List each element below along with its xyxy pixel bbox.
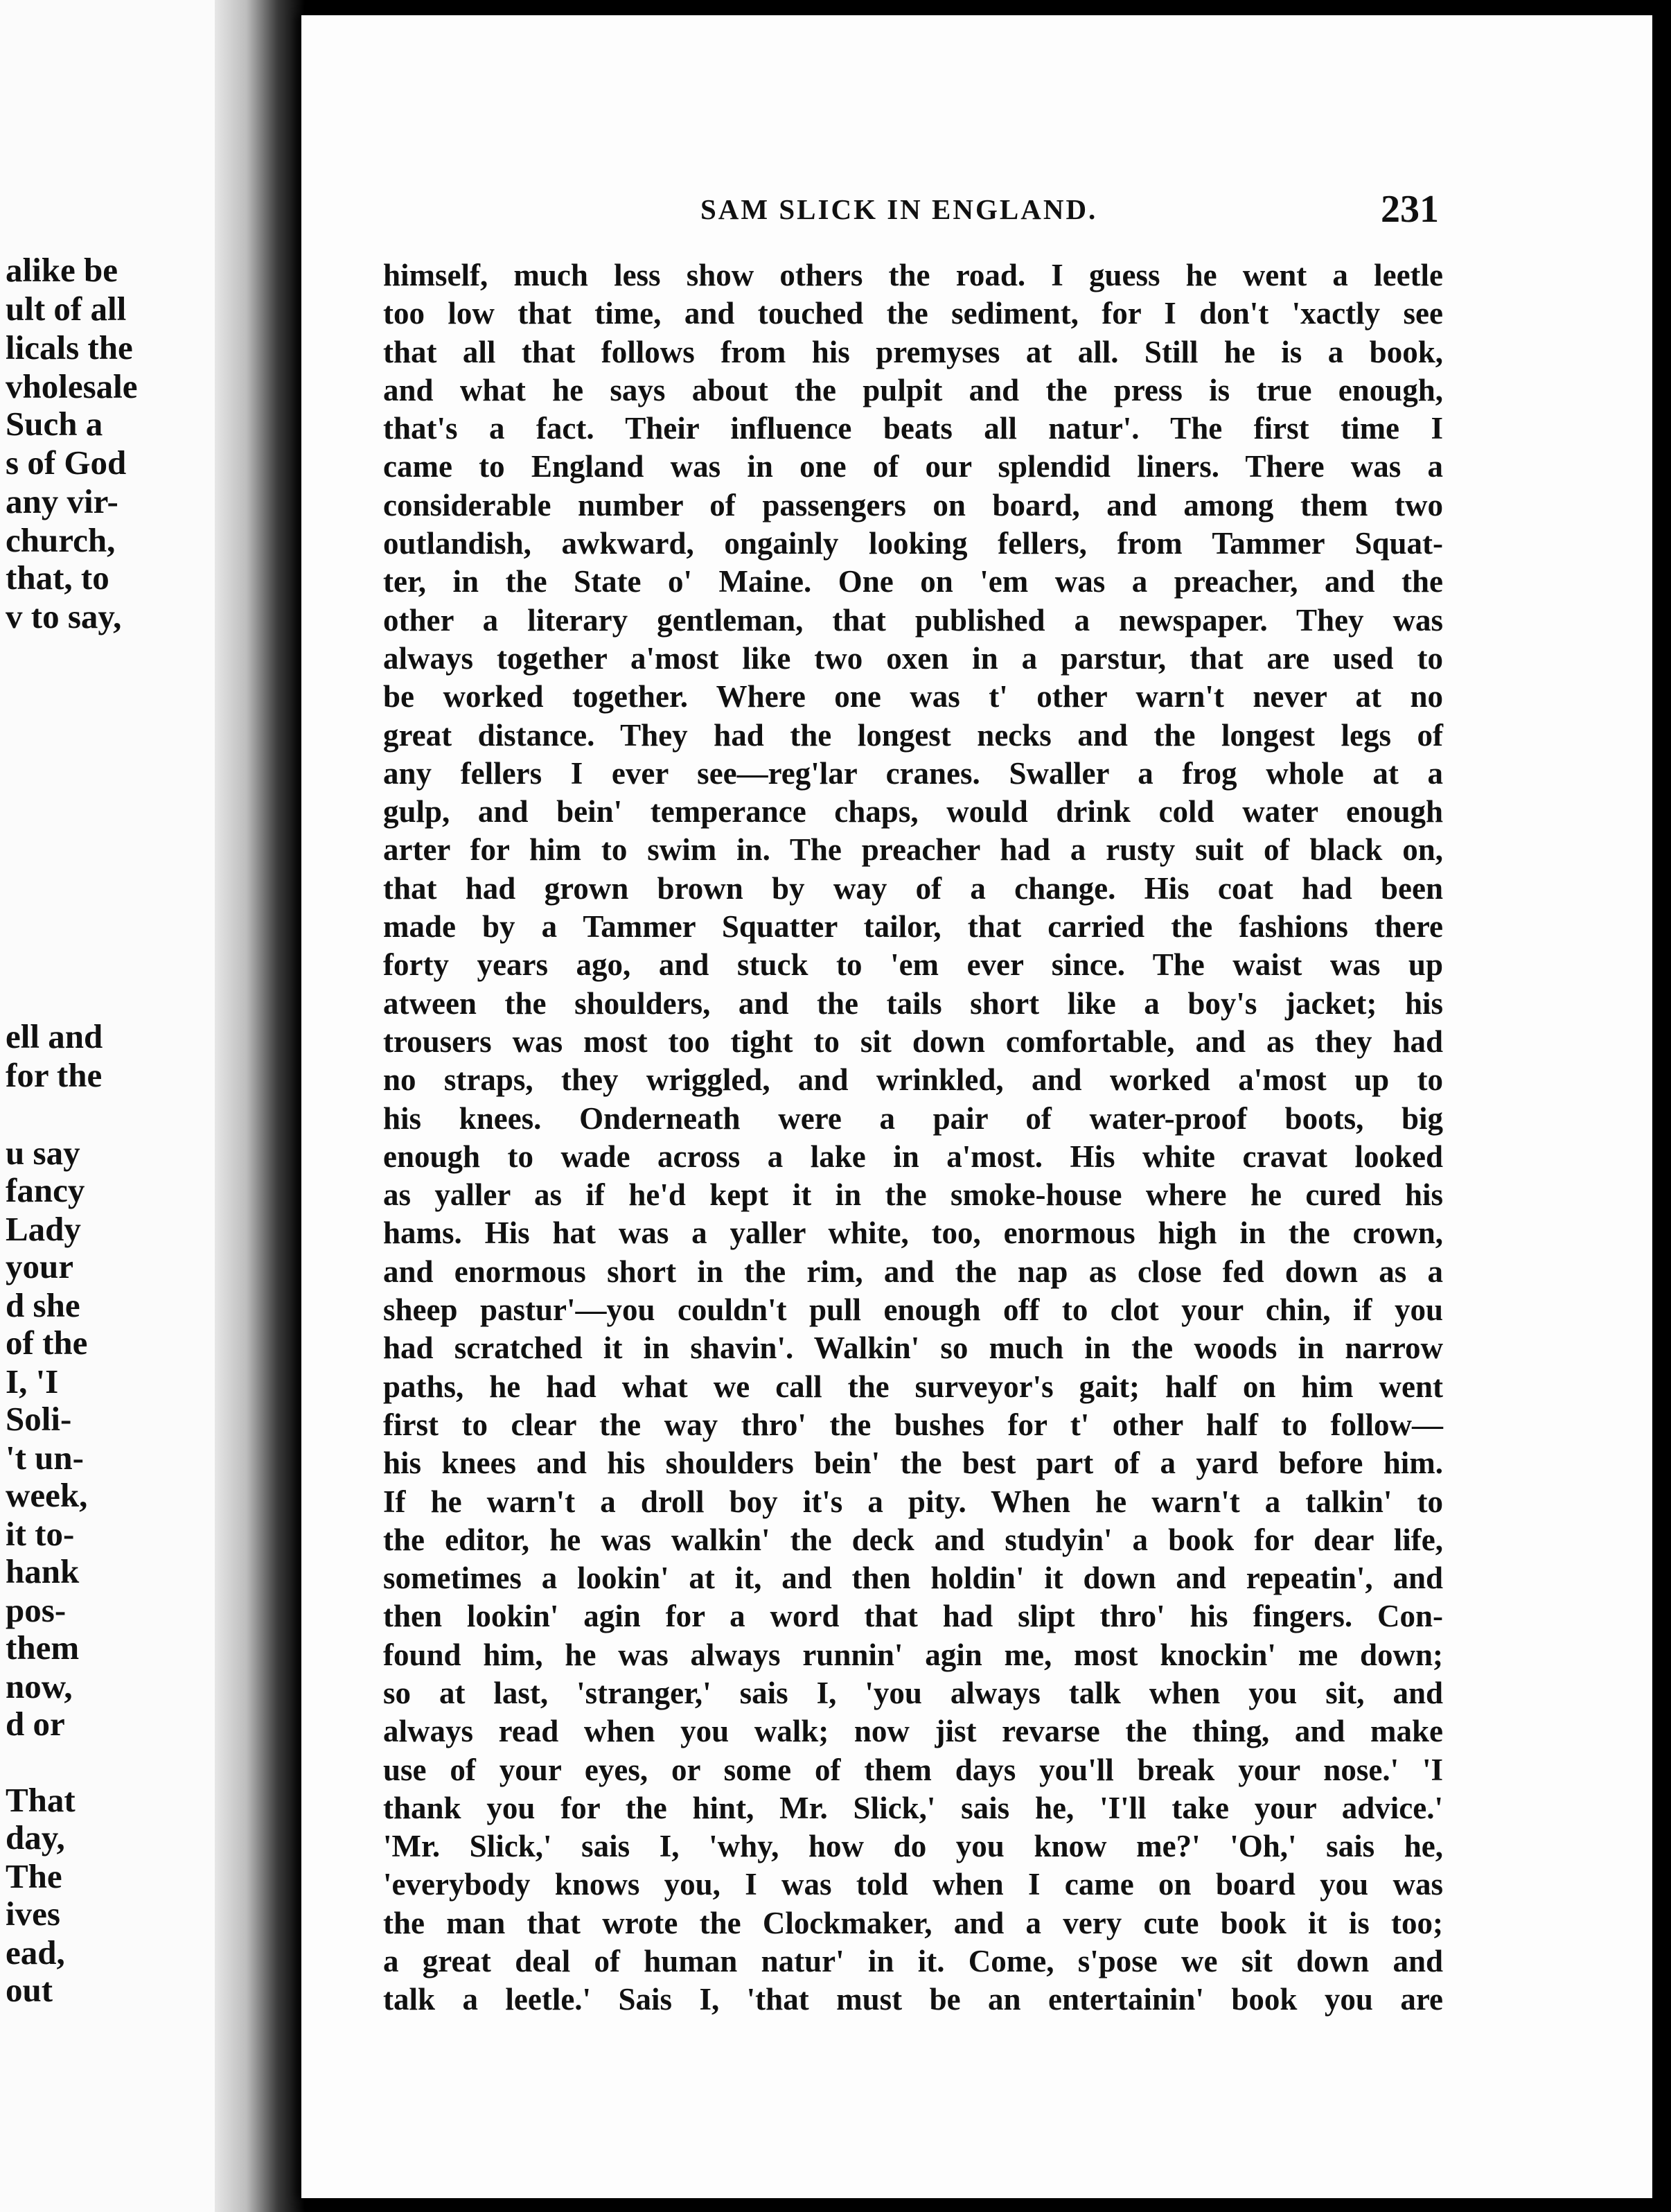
book-gutter bbox=[215, 0, 305, 2212]
body-line: If he warn't a droll boy it's a pity. When he warn't a talkin' to bbox=[383, 1484, 1443, 1519]
body-line: always read when you walk; now jist revarse the thing, and make bbox=[383, 1714, 1443, 1749]
page-header bbox=[301, 175, 1652, 244]
body-line: gulp, and bein' temperance chaps, would drink cold water enough bbox=[383, 794, 1443, 830]
body-line: use of your eyes, or some of them days you'll break your nose.' 'I bbox=[383, 1752, 1443, 1787]
body-line: and enormous short in the rim, and the nap as close fed down as a bbox=[383, 1254, 1443, 1289]
left-page-line: of the bbox=[6, 1324, 88, 1362]
right-page bbox=[301, 15, 1652, 2198]
body-line: considerable number of passengers on board, and among them two bbox=[383, 487, 1443, 523]
running-title: SAM SLICK IN ENGLAND. bbox=[700, 193, 1098, 225]
left-page-line: any vir- bbox=[6, 482, 118, 520]
body-line: 'everybody knows you, I was told when I came on board you was bbox=[383, 1867, 1443, 1902]
body-line: no straps, they wriggled, and wrinkled, and worked a'most up to bbox=[383, 1062, 1443, 1098]
body-line: enough to wade across a lake in a'most. His white cravat looked bbox=[383, 1139, 1443, 1174]
left-page-line: out bbox=[6, 1971, 53, 2009]
left-page-line: fancy bbox=[6, 1171, 85, 1209]
body-line: sometimes a lookin' at it, and then holdin' it down and repeatin', and bbox=[383, 1561, 1443, 1596]
body-line: atween the shoulders, and the tails short like a boy's jacket; his bbox=[383, 985, 1443, 1021]
body-line: always together a'most like two oxen in a parstur, that are used to bbox=[383, 640, 1443, 676]
left-page-line: Lady bbox=[6, 1210, 81, 1248]
left-page-line: v to say, bbox=[6, 597, 122, 635]
body-line: be worked together. Where one was t' other warn't never at no bbox=[383, 679, 1443, 714]
left-page-line: The bbox=[6, 1857, 62, 1895]
body-line: so at last, 'stranger,' sais I, 'you always talk when you sit, and bbox=[383, 1675, 1443, 1710]
left-page-line: day, bbox=[6, 1818, 65, 1857]
body-line: 'Mr. Slick,' sais I, 'why, how do you know me?' 'Oh,' sais he, bbox=[383, 1829, 1443, 1864]
body-line: his knees. Onderneath were a pair of water-proof boots, big bbox=[383, 1100, 1443, 1136]
left-page-line: ead, bbox=[6, 1933, 65, 1972]
body-line: ter, in the State o' Maine. One on 'em was a preacher, and the bbox=[383, 564, 1443, 599]
left-page-line: them bbox=[6, 1629, 80, 1667]
body-line: forty years ago, and stuck to 'em ever since. The waist was up bbox=[383, 947, 1443, 983]
body-line: first to clear the way thro' the bushes for t' other half to follow— bbox=[383, 1407, 1443, 1442]
body-line: great distance. They had the longest necks and the longest legs of bbox=[383, 717, 1443, 753]
body-line: sheep pastur'—you couldn't pull enough off to clot your chin, if you bbox=[383, 1292, 1443, 1328]
body-line: a great deal of human natur' in it. Come, s'pose we sit down and bbox=[383, 1944, 1443, 1979]
body-line: hams. His hat was a yaller white, too, enormous high in the crown, bbox=[383, 1215, 1443, 1251]
body-line: talk a leetle.' Sais I, 'that must be an entertainin' book you are bbox=[383, 1982, 1443, 2017]
body-line: too low that time, and touched the sediment, for I don't 'xactly see bbox=[383, 296, 1443, 331]
left-page-line: u say bbox=[6, 1134, 80, 1172]
body-line: found him, he was always runnin' agin me, most knockin' me down; bbox=[383, 1637, 1443, 1672]
page-number: 231 bbox=[1381, 188, 1439, 231]
body-line: trousers was most too tight to sit down comfortable, and as they had bbox=[383, 1024, 1443, 1059]
body-line: thank you for the hint, Mr. Slick,' sais he, 'I'll take your advice.' bbox=[383, 1790, 1443, 1825]
left-page-line: that, to bbox=[6, 559, 109, 597]
left-page-line: That bbox=[6, 1781, 76, 1819]
body-line: any fellers I ever see—reg'lar cranes. Swaller a frog whole at a bbox=[383, 755, 1443, 791]
left-page-line: vholesale bbox=[6, 367, 138, 405]
left-page-line: week, bbox=[6, 1476, 88, 1514]
left-page-line: Soli- bbox=[6, 1400, 72, 1438]
left-page-line: it to- bbox=[6, 1515, 75, 1553]
left-page-line: alike be bbox=[6, 251, 118, 289]
body-line: came to England was in one of our splendid liners. There was a bbox=[383, 449, 1443, 484]
left-page-line: for the bbox=[6, 1056, 103, 1094]
left-page-line: your bbox=[6, 1247, 73, 1285]
body-line: that's a fact. Their influence beats all natur'. The first time I bbox=[383, 411, 1443, 446]
left-page-line: church, bbox=[6, 521, 116, 559]
body-line: had scratched it in shavin'. Walkin' so much in the woods in narrow bbox=[383, 1331, 1443, 1366]
body-text bbox=[383, 256, 1443, 2019]
body-line: then lookin' agin for a word that had slipt thro' his fingers. Con- bbox=[383, 1599, 1443, 1634]
left-page-line: ives bbox=[6, 1895, 60, 1933]
left-page-line: I, 'I bbox=[6, 1362, 59, 1401]
body-line: other a literary gentleman, that published a newspaper. They was bbox=[383, 602, 1443, 638]
body-line: arter for him to swim in. The preacher had a rusty suit of black on, bbox=[383, 832, 1443, 868]
left-page-line: pos- bbox=[6, 1591, 67, 1629]
left-page-line: ell and bbox=[6, 1017, 103, 1055]
body-line: as yaller as if he'd kept it in the smoke-house where he cured his bbox=[383, 1177, 1443, 1213]
body-line: made by a Tammer Squatter tailor, that carried the fashions there bbox=[383, 909, 1443, 945]
left-page-line: hank bbox=[6, 1552, 80, 1590]
body-line: himself, much less show others the road. I guess he went a leetle bbox=[383, 258, 1443, 292]
left-page-line: licals the bbox=[6, 328, 133, 367]
body-line: and what he says about the pulpit and the press is true enough, bbox=[383, 372, 1443, 407]
left-page-line: d she bbox=[6, 1286, 80, 1324]
left-page-line: ult of all bbox=[6, 290, 127, 328]
body-line: that had grown brown by way of a change. His coat had been bbox=[383, 870, 1443, 906]
left-page-line: s of God bbox=[6, 444, 127, 482]
body-line: paths, he had what we call the surveyor's gait; half on him went bbox=[383, 1369, 1443, 1404]
left-page-line: d or bbox=[6, 1705, 65, 1743]
body-line: outlandish, awkward, ongainly looking fellers, from Tammer Squat- bbox=[383, 526, 1443, 561]
body-line: the man that wrote the Clockmaker, and a very cute book it is too; bbox=[383, 1905, 1443, 1940]
left-page-line: now, bbox=[6, 1667, 73, 1705]
body-line: his knees and his shoulders bein' the best part of a yard before him. bbox=[383, 1446, 1443, 1481]
body-line: the editor, he was walkin' the deck and studyin' a book for dear life, bbox=[383, 1522, 1443, 1557]
left-page-line: Such a bbox=[6, 405, 103, 443]
left-page-line: 't un- bbox=[6, 1439, 85, 1477]
body-line: that all that follows from his premyses at all. Still he is a book, bbox=[383, 334, 1443, 369]
